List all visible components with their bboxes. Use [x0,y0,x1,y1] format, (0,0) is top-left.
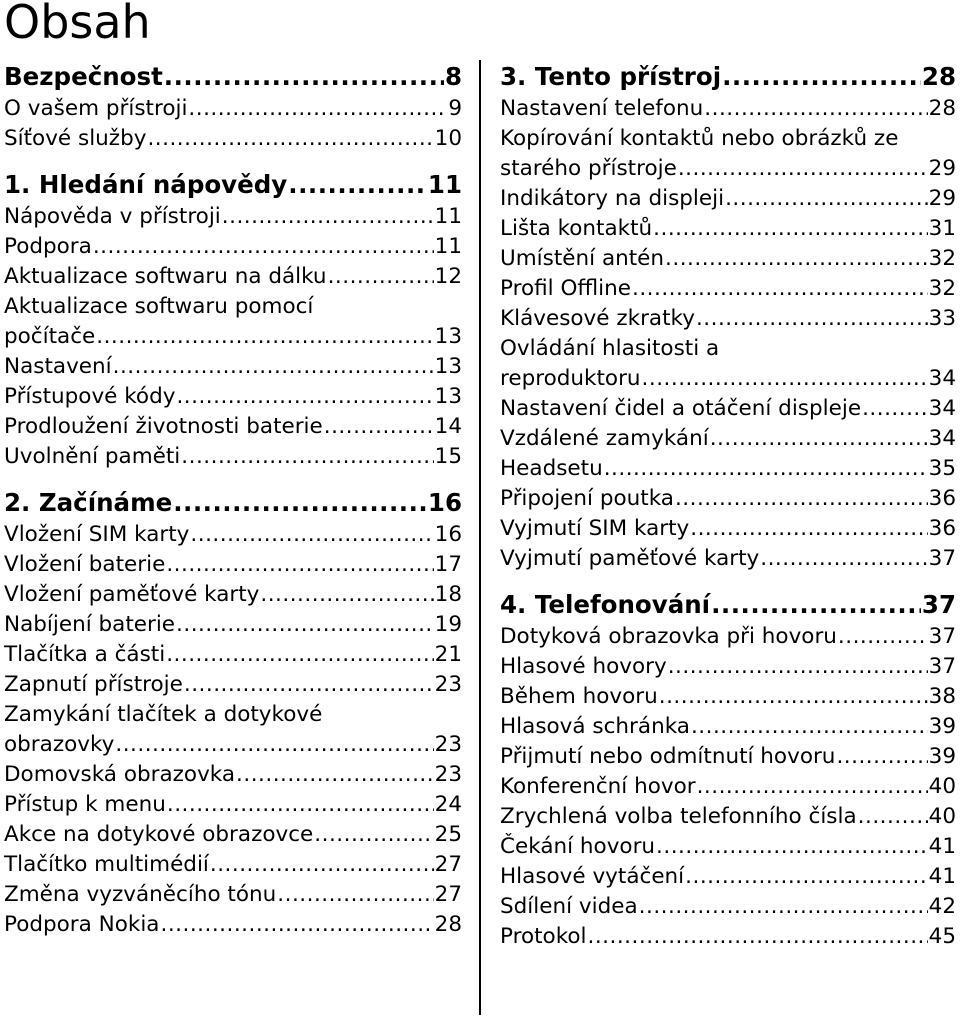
dot-leader [176,382,433,412]
toc-entry-title: Vložení paměťové karty [4,582,260,607]
dot-leader [858,802,928,832]
dot-leader [659,682,928,712]
dot-leader [115,730,433,760]
toc-page-number: 29 [928,186,956,211]
dot-leader [260,580,433,610]
toc-page-number: 42 [928,894,956,919]
toc-page-number: 10 [434,126,462,151]
toc-entry-title: Vložení SIM karty [4,522,190,547]
toc-entry[interactable] [500,94,956,124]
toc-entry[interactable] [4,382,462,412]
toc-entry-title: Přístup k menu [4,792,166,817]
toc-chapter-heading[interactable] [4,168,462,202]
toc-entry[interactable] [500,454,956,484]
toc-entry[interactable] [500,712,956,742]
toc-page-number: 41 [928,864,956,889]
toc-page-number: 28 [921,62,956,91]
column-divider [479,60,481,1015]
toc-entry-title: Lišta kontaktů [500,216,653,241]
toc-entry-title: Profil Offline [500,276,631,301]
dot-leader [588,922,928,952]
toc-page-number: 28 [434,912,462,937]
toc-entry-title: Nápověda v přístroji [4,204,221,229]
toc-entry-title: Vyjmutí paměťové karty [500,546,760,571]
toc-entry-title: Akce na dotykové obrazovce [4,822,314,847]
toc-entry-title: Bezpečnost [4,62,163,91]
toc-page-number: 11 [434,234,462,259]
toc-section [4,168,462,472]
dot-leader [277,880,433,910]
toc-entry-title: Nastavení telefonu [500,96,704,121]
toc-entry[interactable] [4,94,462,124]
toc-entry-title: Čekání hovoru [500,834,656,859]
toc-entry-title: Podpora Nokia [4,912,160,937]
toc-entry[interactable] [500,652,956,682]
toc-page-number: 41 [928,834,956,859]
toc-page-number: 25 [434,822,462,847]
toc-entry-title: Zrychlená volba telefonního čísla [500,804,857,829]
toc-entry[interactable] [4,202,462,232]
toc-entry[interactable] [500,742,956,772]
toc-column-right [500,60,956,952]
toc-entry-title: Umístění antén [500,246,665,271]
dot-leader [838,622,928,652]
toc-page-number: 11 [434,204,462,229]
dot-leader [222,202,434,232]
toc-entry[interactable] [4,820,462,850]
toc-entry[interactable] [4,520,462,550]
toc-entry-title: Tlačítko multimédií [4,852,209,877]
toc-entry[interactable] [500,682,956,712]
toc-page-number: 19 [434,612,462,637]
toc-section [500,60,956,574]
toc-entry[interactable] [500,394,956,424]
toc-entry[interactable] [500,484,956,514]
toc-entry-title: Sdílení videa [500,894,638,919]
dot-leader [862,394,928,424]
toc-entry[interactable] [500,892,956,922]
toc-entry-title: O vašem přístroji [4,96,188,121]
toc-entry-title: Během hovoru [500,684,658,709]
toc-entry[interactable] [500,922,956,952]
toc-page-number: 13 [434,324,462,349]
page-title: Obsah [4,0,151,49]
toc-page-number: 32 [928,246,956,271]
dot-leader [665,244,928,274]
dot-leader [725,184,928,214]
dot-leader [656,832,928,862]
toc-page-number: 34 [928,366,956,391]
dot-leader [188,94,447,124]
toc-page-number: 37 [928,546,956,571]
toc-entry-title: 3. Tento přístroj [500,62,722,91]
toc-entry-title: počítače [4,324,96,349]
toc-section [4,486,462,940]
toc-column-left [4,60,462,940]
dot-leader [653,214,927,244]
dot-leader [210,850,434,880]
toc-entry-line: Zamykání tlačítek a dotykové [4,702,323,727]
toc-page-number: 13 [434,354,462,379]
toc-entry-title: Dotyková obrazovka při hovoru [500,624,837,649]
dot-leader [184,670,434,700]
toc-page-number: 16 [427,488,462,517]
toc-entry[interactable] [4,610,462,640]
dot-leader [288,168,427,202]
toc-entry[interactable] [500,184,956,214]
toc-page-number: 40 [928,804,956,829]
toc-chapter-heading[interactable] [4,60,462,94]
dot-leader [173,486,427,520]
dot-leader [324,412,434,442]
dot-leader [166,640,433,670]
toc-page-number: 23 [434,762,462,787]
dot-leader [678,154,928,184]
toc-entry-title: 2. Začínáme [4,488,173,517]
toc-entry-title: Nastavení čidel a otáčení displeje [500,396,862,421]
toc-chapter-heading[interactable] [4,486,462,520]
toc-entry[interactable] [4,580,462,610]
toc-entry[interactable] [4,910,462,940]
toc-page-number: 18 [434,582,462,607]
dot-leader [711,588,921,622]
dot-leader [176,610,434,640]
dot-leader [314,820,433,850]
toc-entry-title: Nabíjení baterie [4,612,176,637]
toc-entry-title: Nastavení [4,354,112,379]
toc-entry-line: Kopírování kontaktů nebo obrázků ze [500,126,899,151]
toc-page-number: 34 [928,426,956,451]
toc-entry[interactable] [500,244,956,274]
dot-leader [167,790,434,820]
toc-section [500,588,956,952]
toc-entry[interactable] [500,424,956,454]
toc-entry-title: Zapnutí přístroje [4,672,183,697]
dot-leader [639,892,928,922]
toc-entry[interactable] [4,550,462,580]
toc-page-number: 39 [928,744,956,769]
toc-entry-title: Hlasové vytáčení [500,864,685,889]
toc-page-number: 36 [928,486,956,511]
toc-page-number: 29 [928,156,956,181]
toc-entry-title: Konferenční hovor [500,774,696,799]
toc-entry[interactable] [4,232,462,262]
toc-entry[interactable] [4,850,462,880]
dot-leader [836,742,927,772]
dot-leader [722,60,921,94]
toc-page-number: 34 [928,396,956,421]
toc-entry[interactable] [4,760,462,790]
toc-entry[interactable] [500,214,956,244]
toc-page-number: 40 [928,774,956,799]
toc-entry[interactable] [4,124,462,154]
toc-entry[interactable] [4,790,462,820]
dot-leader [668,652,928,682]
toc-page-number: 27 [434,882,462,907]
toc-entry[interactable] [500,304,956,334]
toc-entry-title: Klávesové zkratky [500,306,695,331]
toc-entry-title: Hlasová schránka [500,714,690,739]
toc-entry-title: Vzdálené zamykání [500,426,709,451]
toc-entry-title: Headsetu [500,456,603,481]
toc-page-number: 23 [434,732,462,757]
toc-entry[interactable] [4,730,462,760]
toc-page-number: 28 [928,96,956,121]
dot-leader [696,304,928,334]
toc-entry[interactable] [500,862,956,892]
toc-entry[interactable] [500,364,956,394]
toc-entry-title: Uvolnění paměti [4,444,181,469]
dot-leader [642,364,928,394]
toc-entry[interactable] [4,322,462,352]
dot-leader [704,94,927,124]
toc-entry[interactable] [500,544,956,574]
toc-page-number: 8 [444,62,462,91]
toc-section [4,60,462,154]
toc-entry-title: Změna vyzváněcího tónu [4,882,277,907]
toc-entry-title: Vložení baterie [4,552,166,577]
dot-leader [93,232,434,262]
toc-entry-title: 4. Telefonování [500,590,711,619]
toc-entry-title: 1. Hledání nápovědy [4,170,288,199]
toc-entry-title: Přístupové kódy [4,384,176,409]
toc-page-number: 45 [928,924,956,949]
toc-entry-title: Hlasové hovory [500,654,667,679]
toc-page-number: 32 [928,276,956,301]
toc-entry-line: Ovládání hlasitosti a [500,336,720,361]
dot-leader [181,442,433,472]
toc-entry-title: Podpora [4,234,92,259]
dot-leader [113,352,434,382]
toc-page-number: 13 [434,384,462,409]
toc-page-number: 15 [434,444,462,469]
toc-entry-title: reproduktoru [500,366,641,391]
toc-page-number: 37 [928,624,956,649]
toc-page-number: 35 [928,456,956,481]
dot-leader [760,544,927,574]
toc-entry-title: Prodloužení životnosti baterie [4,414,323,439]
dot-leader [691,712,928,742]
toc-page-number: 23 [434,672,462,697]
dot-leader [96,322,433,352]
toc-entry[interactable] [4,640,462,670]
dot-leader [166,550,433,580]
toc-entry-title: Indikátory na displeji [500,186,725,211]
toc-chapter-heading[interactable] [500,60,956,94]
dot-leader [685,862,927,892]
dot-leader [632,274,928,304]
dot-leader [164,60,444,94]
toc-entry[interactable] [4,880,462,910]
toc-entry[interactable] [500,802,956,832]
toc-entry-title: starého přístroje [500,156,677,181]
toc-entry-title: Síťové služby [4,126,147,151]
toc-entry[interactable] [4,412,462,442]
toc-entry[interactable] [500,154,956,184]
toc-page-number: 17 [434,552,462,577]
toc-entry[interactable] [4,352,462,382]
toc-entry[interactable] [4,670,462,700]
dot-leader [161,910,434,940]
toc-entry[interactable] [500,832,956,862]
dot-leader [690,514,927,544]
toc-entry-title: Domovská obrazovka [4,762,236,787]
toc-entry[interactable] [500,514,956,544]
dot-leader [697,772,928,802]
toc-page-number: 11 [427,170,462,199]
toc-entry-title: Aktualizace softwaru na dálku [4,264,327,289]
toc-entry[interactable] [4,442,462,472]
toc-entry[interactable] [500,622,956,652]
toc-page-number: 9 [448,96,462,121]
toc-page-number: 37 [928,654,956,679]
toc-page-number: 39 [928,714,956,739]
toc-entry[interactable] [500,274,956,304]
toc-page-number: 12 [434,264,462,289]
toc-entry-title: Tlačítka a části [4,642,166,667]
toc-entry-title: Vyjmutí SIM karty [500,516,690,541]
dot-leader [675,484,928,514]
toc-page-number: 16 [434,522,462,547]
toc-page-number: 31 [928,216,956,241]
toc-page-number: 21 [434,642,462,667]
toc-entry-title: obrazovky [4,732,115,757]
dot-leader [147,124,433,154]
dot-leader [604,454,928,484]
toc-page-number: 38 [928,684,956,709]
dot-leader [190,520,433,550]
toc-chapter-heading[interactable] [500,588,956,622]
toc-page-number: 14 [434,414,462,439]
dot-leader [710,424,928,454]
toc-page-number: 27 [434,852,462,877]
toc-entry-title: Protokol [500,924,587,949]
toc-entry[interactable] [500,772,956,802]
toc-page-number: 24 [434,792,462,817]
dot-leader [328,262,434,292]
dot-leader [236,760,434,790]
toc-entry-title: Přijmutí nebo odmítnutí hovoru [500,744,836,769]
toc-entry-title: Připojení poutka [500,486,674,511]
toc-entry-line: Aktualizace softwaru pomocí [4,294,314,319]
toc-entry[interactable] [4,262,462,292]
toc-page-number: 37 [921,590,956,619]
toc-page-number: 36 [928,516,956,541]
toc-page-number: 33 [928,306,956,331]
